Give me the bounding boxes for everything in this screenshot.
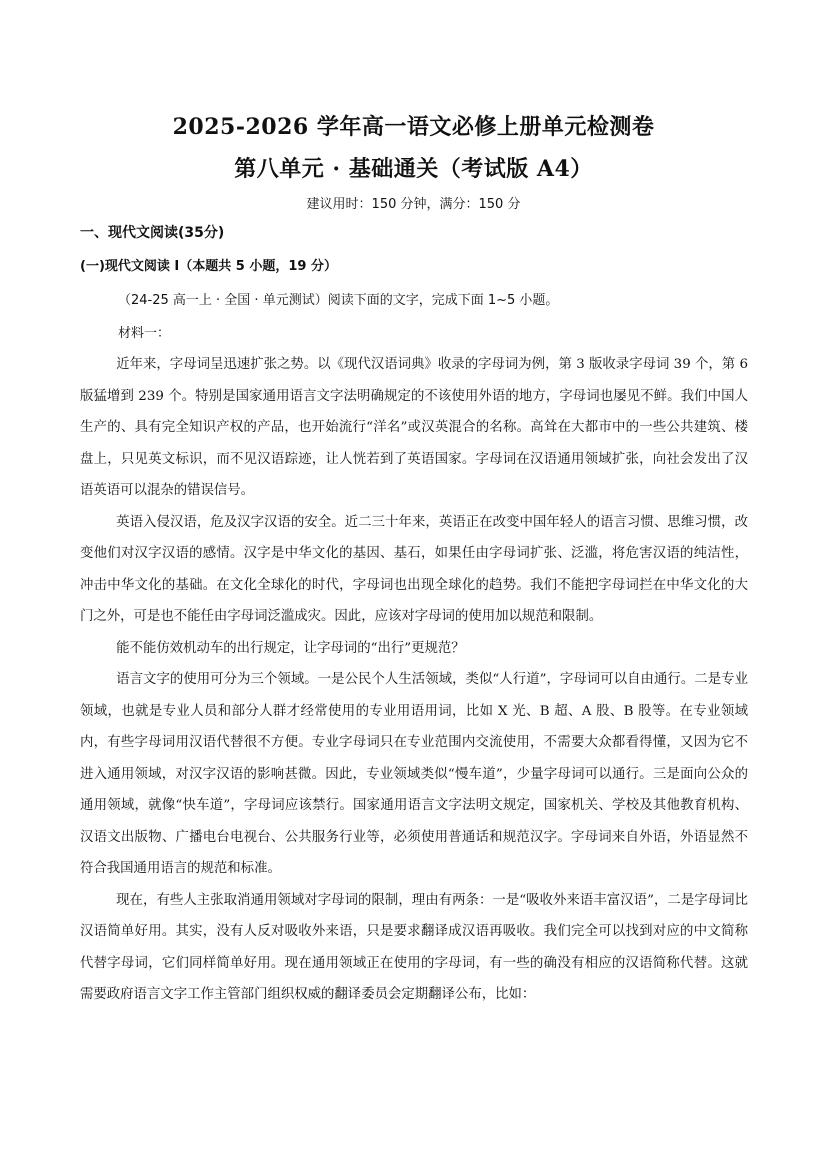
paragraph: 能不能仿效机动车的出行规定，让字母词的“出行”更规范？: [116, 640, 465, 656]
section-heading: 一、现代文阅读(35分): [80, 225, 225, 241]
paragraph: 现在，有些人主张取消通用领域对字母词的限制，理由有两条：一是“吸收外来语丰富汉语”，二是字母词比汉语简单好用。其实，没有人反对吸收外来语，只是要求翻译成汉语再吸收。我们完全可以找到对应的中文简称代替字母词，它们同样简单好用。现在通用领域正在使用的字母词，有一些的确没有相应的汉语简称代替。这就需要政府语言文字工作主管部门组织权威的翻译委员会定期翻译公布，比如：: [80, 892, 748, 1002]
paragraph: 英语入侵汉语，危及汉字汉语的安全。近二三十年来，英语正在改变中国年轻人的语言习惯、思维习惯，改变他们对汉字汉语的感情。汉字是中华文化的基因、基石，如果任由字母词扩张、泛滥，将危害汉语的纯洁性，冲击中华文化的基础。在文化全球化的时代，字母词也出现全球化的趋势。我们不能把字母词拦在中华文化的大门之外，可是也不能任由字母词泛滥成灾。因此，应该对字母词的使用加以规范和限制。: [80, 514, 748, 624]
subsection-heading: (一)现代文阅读 I（本题共 5 小题，19 分）: [80, 259, 337, 274]
exam-title: 2025-2026 学年高一语文必修上册单元检测卷: [172, 114, 655, 140]
material-label: 材料一：: [118, 326, 171, 341]
paragraph: 语言文字的使用可分为三个领域。一是公民个人生活领域，类似“人行道”，字母词可以自由通行。二是专业领域，也就是专业人员和部分人群才经常使用的专业用语用词，比如 X 光、B 超、A 股、B 股等。在专业领域内，有些字母词用汉语代替很不方便。专业字母词只在专业范围内交流使用，不需要大众都看得懂，又因为它不进入通用领域，对汉字汉语的影响甚微。因此，专业领域类似“慢车道”，少量字母词可以通行。三是面向公众的通用领域，就像“快车道”，字母词应该禁行。国家通用语言文字法明文规定，国家机关、学校及其他教育机构、汉语文出版物、广播电台电视台、公共服务行业等，必须使用普通话和规范汉字。字母词来自外语，外语显然不符合我国通用语言的规范和标准。: [80, 672, 748, 876]
unit-title: 第八单元 · 基础通关（考试版 A4）: [234, 156, 593, 182]
passage-body: [80, 349, 748, 1011]
time-score-note: 建议用时：150 分钟，满分：150 分: [306, 197, 521, 212]
paragraph: 近年来，字母词呈迅速扩张之势。以《现代汉语词典》收录的字母词为例，第 3 版收录字母词 39 个，第 6 版猛增到 239 个。特别是国家通用语言文字法明确规定的不该使用外语的地方，字母词也屡见不鲜。我们中国人生产的、具有完全知识产权的产品，也开始流行“洋名”或汉英混合的名称。高耸在大都市中的一些公共建筑、楼盘上，只见英文标识，而不见汉语踪迹，让人恍若到了英语国家。字母词在汉语通用领域扩张，向社会发出了汉语英语可以混杂的错误信号。: [80, 357, 748, 498]
reading-instruction: （24-25 高一上 · 全国 · 单元测试）阅读下面的文字，完成下面 1~5 小题。: [118, 293, 559, 308]
